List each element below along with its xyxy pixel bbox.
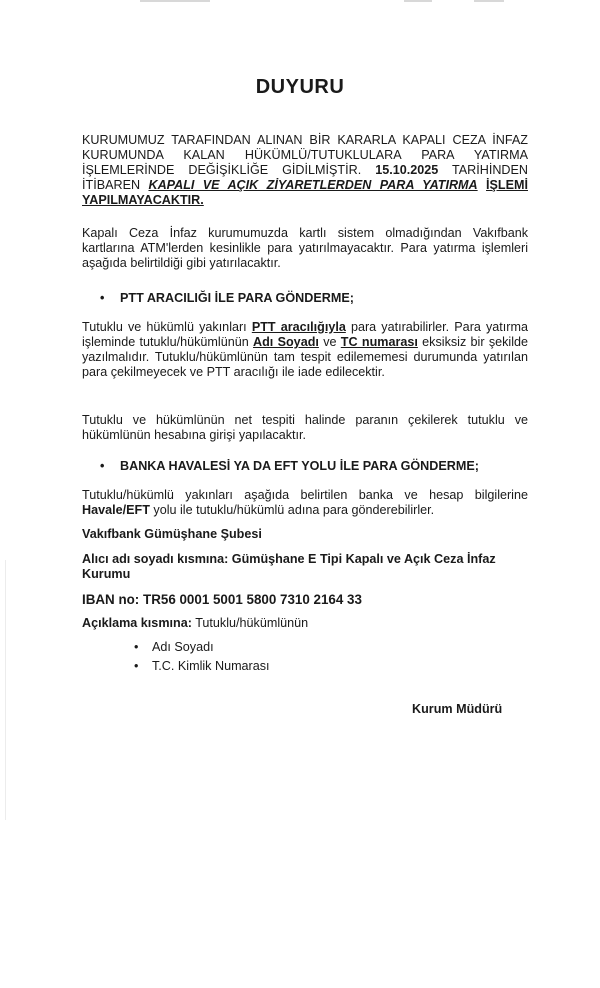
description-label: Açıklama kısmına: — [82, 616, 192, 630]
ptt-text-c: eksiksiz bir şekilde yazılmalıdır. Tutuklu/hükümlünün tam tespit edilememesi durumunda yatırılan para çekilmeyecek ve PTT aracılığı ile iade edilecektir. — [82, 335, 529, 379]
bank-transfer-type: Havale/EFT — [82, 503, 150, 517]
scan-edge-line — [5, 560, 6, 820]
ptt-link-text: PTT aracılığıyla — [251, 320, 346, 334]
page-title: DUYURU — [255, 76, 345, 98]
ptt-paragraph — [82, 320, 528, 380]
scan-artifact — [474, 0, 504, 2]
bullet-icon: • — [100, 459, 105, 473]
description-items — [134, 640, 270, 674]
ptt-and: ve — [323, 335, 337, 349]
recipient-label: Alıcı adı soyadı kısmına: — [82, 552, 229, 566]
ptt-tc-field: TC numarası — [340, 335, 418, 349]
intro-emphasis: KAPALI VE AÇIK ZİYARETLERDEN PARA YATIRMA — [148, 178, 478, 192]
ptt-heading — [100, 291, 354, 306]
scan-artifact — [404, 0, 432, 2]
intro-paragraph — [82, 133, 528, 208]
intro-lead: KURUMUMUZ TARAFINDAN ALINAN BİR KARARLA KAPALI CEZA İNFAZ KURUMUNDA KALAN HÜKÜMLÜ/TUTUKLULARA PARA YATIRMA İŞLEMLERİNDE DEĞİŞİKLİĞE GİDİLMİŞTİR. — [82, 133, 528, 177]
intro-date-suffix: TARİHİNDEN İTİBAREN — [82, 163, 529, 192]
ptt-text-a: Tutuklu ve hükümlü yakınları — [82, 320, 247, 334]
ptt-text-b: para yatırabilirler. Para yatırma işleminde tutuklu/hükümlünün — [82, 320, 528, 349]
bank-text-a: Tutuklu/hükümlü yakınları aşağıda belirtilen banka ve hesap bilgilerine — [82, 488, 528, 502]
bank-paragraph — [82, 488, 528, 518]
list-item: • T.C. Kimlik Numarası — [134, 659, 270, 674]
scan-artifact — [140, 0, 210, 2]
bank-text-b: yolu ile tutuklu/hükümlü adına para gönderebilirler. — [153, 503, 435, 517]
bank-branch: Vakıfbank Gümüşhane Şubesi — [82, 527, 262, 541]
atm-notice: Kapalı Ceza İnfaz kurumumuzda kartlı sistem olmadığından Vakıfbank kartlarına ATM'lerden kesinlikle para yatırılmayacaktır. Para yatırma işlemleri aşağıda belirtildiği gibi yatırılacaktır. — [82, 226, 528, 270]
list-item: • Adı Soyadı — [134, 640, 270, 655]
ptt-name-field: Adı Soyadı — [253, 335, 319, 349]
intro-date: 15.10.2025 — [375, 163, 439, 177]
iban-line — [82, 592, 528, 607]
ptt-paragraph-2: Tutuklu ve hükümlünün net tespiti halinde paranın çekilerek tutuklu ve hükümlünün hesabına girişi yapılacaktır. — [82, 413, 528, 442]
recipient-line — [82, 552, 528, 582]
description-value: Tutuklu/hükümlünün — [195, 616, 309, 630]
bullet-icon: • — [100, 291, 105, 305]
bank-heading — [100, 459, 479, 474]
bank-heading-text: BANKA HAVALESİ YA DA EFT YOLU İLE PARA GÖNDERME; — [120, 459, 479, 473]
recipient-value: Gümüşhane E Tipi Kapalı ve Açık Ceza İnfaz Kurumu — [82, 552, 496, 581]
description-line — [82, 616, 528, 631]
signature: Kurum Müdürü — [412, 702, 503, 716]
intro-closing: İŞLEMİ YAPILMAYACAKTIR. — [82, 178, 528, 207]
ptt-heading-text: PTT ARACILIĞI İLE PARA GÖNDERME; — [120, 291, 354, 305]
iban-label: IBAN no: — [82, 592, 140, 607]
iban-value: TR56 0001 5001 5800 7310 2164 33 — [143, 592, 362, 607]
